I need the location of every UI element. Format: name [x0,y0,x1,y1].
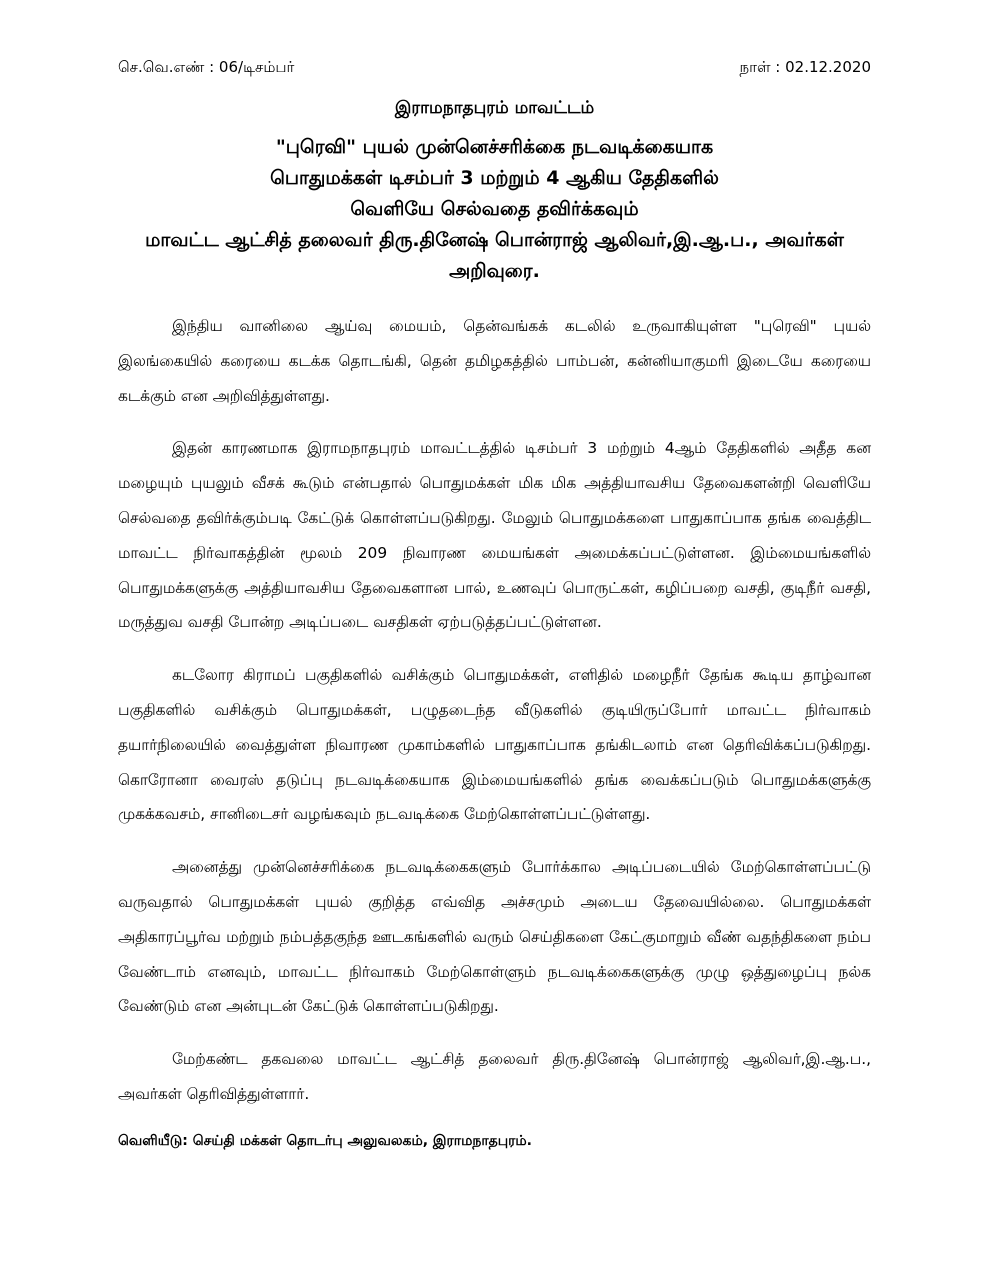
headline [118,132,871,287]
district-name: இராமநாதபுரம் மாவட்டம் [394,98,595,118]
meta-row [118,56,871,78]
headline-line-2: பொதுமக்கள் டிசம்பர் 3 மற்றும் 4 ஆகிய தேதிகளில் [270,167,719,189]
headline-line-3: வெளியே செல்வதை தவிர்க்கவும் [350,198,639,220]
reference-number: செ.வெ.எண் : 06/டிசம்பர் [118,58,295,76]
headline-line-4: மாவட்ட ஆட்சித் தலைவர் திரு.தினேஷ் பொன்ராஜ் ஆலிவர்,இ.ஆ.ப., அவர்கள் [145,229,844,251]
paragraph-4: அனைத்து முன்னெச்சரிக்கை நடவடிக்கைகளும் போர்க்கால அடிப்படையில் மேற்கொள்ளப்பட்டு வருவதால் பொதுமக்கள் புயல் குறித்த எவ்வித அச்சமும் அடைய தேவையில்லை. பொதுமக்கள் அதிகாரப்பூர்வ மற்றும் நம்பத்தகுந்த ஊடகங்களில் வரும் செய்திகளை கேட்குமாறும் வீண் வதந்திகளை நம்ப வேண்டாம் எனவும், மாவட்ட நிர்வாகம் மேற்கொள்ளும் நடவடிக்கைகளுக்கு முழு ஒத்துழைப்பு நல்க வேண்டும் என அன்புடன் கேட்டுக் கொள்ளப்படுகிறது. [118,858,871,1016]
release-date: நாள் : 02.12.2020 [739,58,871,76]
paragraph-1: இந்திய வானிலை ஆய்வு மையம், தென்வங்கக் கடலில் உருவாகியுள்ள "புரெவி" புயல் இலங்கையில் கரையை கடக்க தொடங்கி, தென் தமிழகத்தில் பாம்பன், கன்னியாகுமரி இடையே கரையை கடக்கும் என அறிவித்துள்ளது. [118,317,871,405]
headline-line-1: "புரெவி" புயல் முன்னெச்சரிக்கை நடவடிக்கையாக [275,136,714,158]
headline-line-5: அறிவுரை. [449,260,540,282]
body-text [118,309,871,1112]
paragraph-2: இதன் காரணமாக இராமநாதபுரம் மாவட்டத்தில் டிசம்பர் 3 மற்றும் 4ஆம் தேதிகளில் அதீத கன மழையும் புயலும் வீசக் கூடும் என்பதால் பொதுமக்கள் மிக மிக அத்தியாவசிய தேவைகளன்றி வெளியே செல்வதை தவிர்க்கும்படி கேட்டுக் கொள்ளப்படுகிறது. மேலும் பொதுமக்களை பாதுகாப்பாக தங்க வைத்திட மாவட்ட நிர்வாகத்தின் மூலம் 209 நிவாரண மையங்கள் அமைக்கப்பட்டுள்ளன. இம்மையங்களில் பொதுமக்களுக்கு அத்தியாவசிய தேவைகளான பால், உணவுப் பொருட்கள், கழிப்பறை வசதி, குடிநீர் வசதி, மருத்துவ வசதி போன்ற அடிப்படை வசதிகள் ஏற்படுத்தப்பட்டுள்ளன. [118,439,871,632]
paragraph-5: மேற்கண்ட தகவலை மாவட்ட ஆட்சித் தலைவர் திரு.தினேஷ் பொன்ராஜ் ஆலிவர்,இ.ஆ.ப., அவர்கள் தெரிவித்துள்ளார். [118,1050,871,1103]
release-footer: வெளியீடு: செய்தி மக்கள் தொடர்பு அலுவலகம், இராமநாதபுரம். [118,1132,532,1149]
paragraph-3: கடலோர கிராமப் பகுதிகளில் வசிக்கும் பொதுமக்கள், எளிதில் மழைநீர் தேங்க கூடிய தாழ்வான பகுதிகளில் வசிக்கும் பொதுமக்கள், பழுதடைந்த வீடுகளில் குடியிருப்போர் மாவட்ட நிர்வாகம் தயார்நிலையில் வைத்துள்ள நிவாரண முகாம்களில் பாதுகாப்பாக தங்கிடலாம் என தெரிவிக்கப்படுகிறது. கொரோனா வைரஸ் தடுப்பு நடவடிக்கையாக இம்மையங்களில் தங்க வைக்கப்படும் பொதுமக்களுக்கு முகக்கவசம், சானிடைசர் வழங்கவும் நடவடிக்கை மேற்கொள்ளப்பட்டுள்ளது. [118,666,871,824]
